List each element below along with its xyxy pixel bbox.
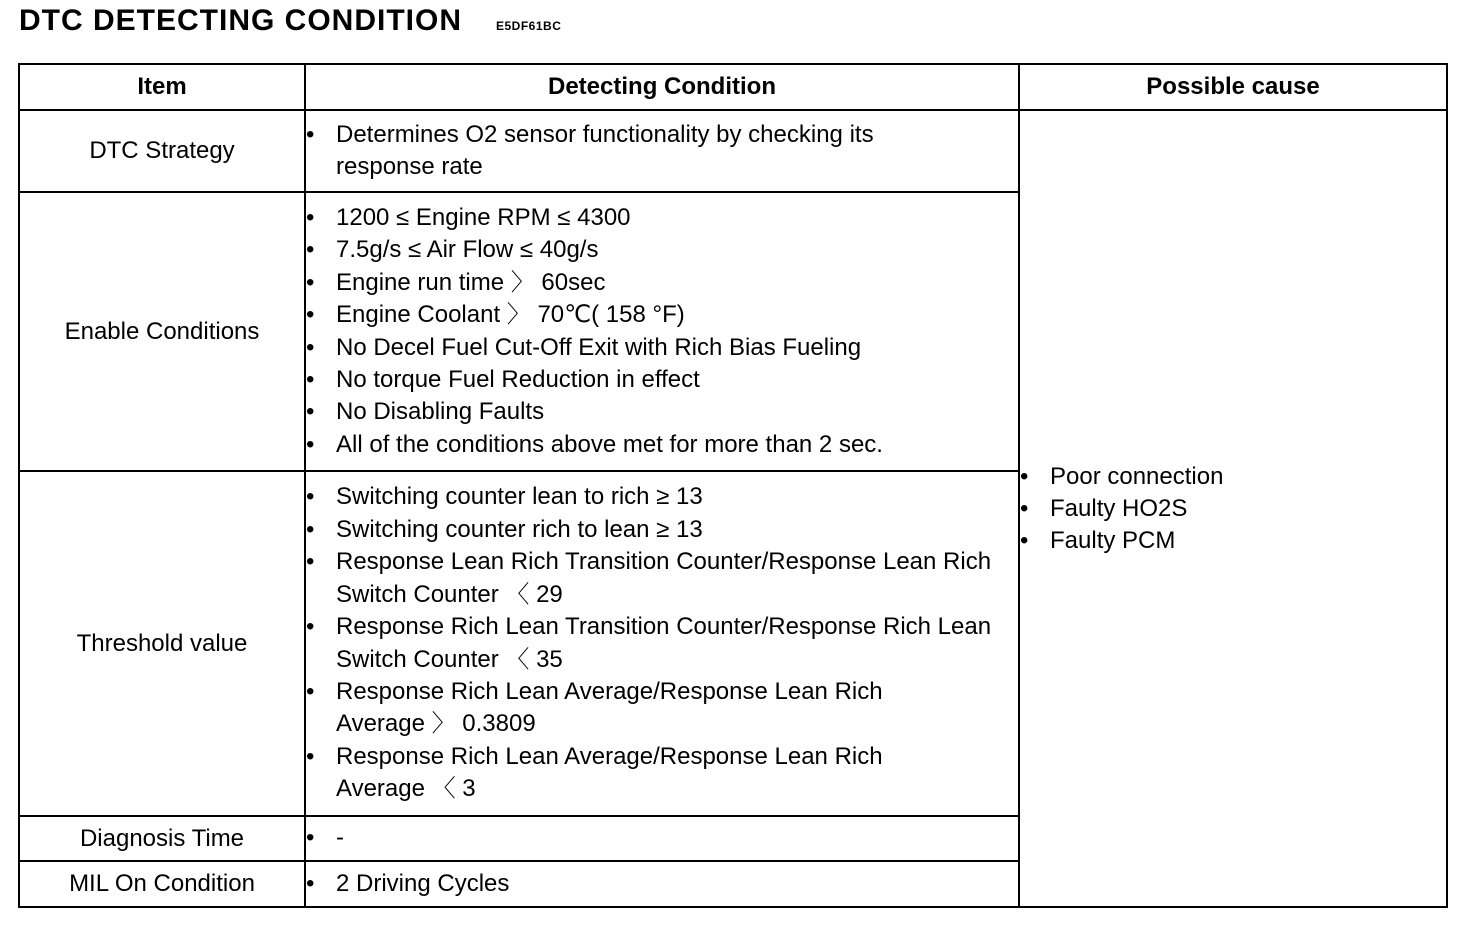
condition-item: • Determines O2 sensor functionality by checking its response rate — [306, 119, 1018, 184]
condition-cell — [305, 816, 1019, 861]
condition-list — [306, 868, 1018, 900]
cause-item: • Poor connection — [1020, 461, 1446, 493]
table-header-row — [19, 64, 1447, 110]
condition-item: • No Decel Fuel Cut-Off Exit with Rich Bias Fueling — [306, 332, 1018, 364]
condition-item: • Switching counter rich to lean ≥ 13 — [306, 514, 1018, 546]
item-cell: Diagnosis Time — [19, 816, 305, 861]
condition-item: • All of the conditions above met for more than 2 sec. — [306, 429, 1018, 461]
condition-item: • No Disabling Faults — [306, 396, 1018, 428]
condition-cell — [305, 110, 1019, 192]
condition-item: • 1200 ≤ Engine RPM ≤ 4300 — [306, 202, 1018, 234]
condition-item: • Switching counter lean to rich ≥ 13 — [306, 481, 1018, 513]
condition-cell — [305, 471, 1019, 816]
condition-item: • 7.5g/s ≤ Air Flow ≤ 40g/s — [306, 234, 1018, 266]
item-cell: Enable Conditions — [19, 192, 305, 471]
condition-list — [306, 481, 1018, 805]
cause-list — [1020, 461, 1446, 557]
condition-item: • Engine run time 〉 60sec — [306, 267, 1018, 299]
condition-list — [306, 202, 1018, 461]
condition-list — [306, 822, 1018, 854]
condition-item: • 2 Driving Cycles — [306, 868, 1018, 900]
dtc-condition-table — [18, 63, 1448, 908]
page-title: DTC DETECTING CONDITION — [19, 4, 462, 37]
column-header-possible-cause: Possible cause — [1019, 64, 1447, 110]
condition-item: • Response Rich Lean Average/Response Lean Rich Average 〉 0.3809 — [306, 676, 1018, 741]
condition-item: • - — [306, 822, 1018, 854]
condition-item: • Response Lean Rich Transition Counter/Response Lean Rich Switch Counter 〈 29 — [306, 546, 1018, 611]
item-cell: MIL On Condition — [19, 861, 305, 907]
cause-item: • Faulty HO2S — [1020, 493, 1446, 525]
item-cell: DTC Strategy — [19, 110, 305, 192]
item-cell: Threshold value — [19, 471, 305, 816]
column-header-item: Item — [19, 64, 305, 110]
table-row-dtc-strategy — [19, 110, 1447, 192]
condition-cell — [305, 861, 1019, 907]
condition-item: • Engine Coolant 〉 70℃( 158 °F) — [306, 299, 1018, 331]
condition-item: • Response Rich Lean Average/Response Lean Rich Average 〈 3 — [306, 741, 1018, 806]
document-code: E5DF61BC — [496, 19, 562, 33]
column-header-detecting-condition: Detecting Condition — [305, 64, 1019, 110]
title-row — [19, 4, 561, 44]
condition-item: • Response Rich Lean Transition Counter/Response Rich Lean Switch Counter 〈 35 — [306, 611, 1018, 676]
condition-item: • No torque Fuel Reduction in effect — [306, 364, 1018, 396]
possible-cause-cell — [1019, 110, 1447, 907]
condition-cell — [305, 192, 1019, 471]
cause-item: • Faulty PCM — [1020, 525, 1446, 557]
condition-list — [306, 119, 1018, 184]
